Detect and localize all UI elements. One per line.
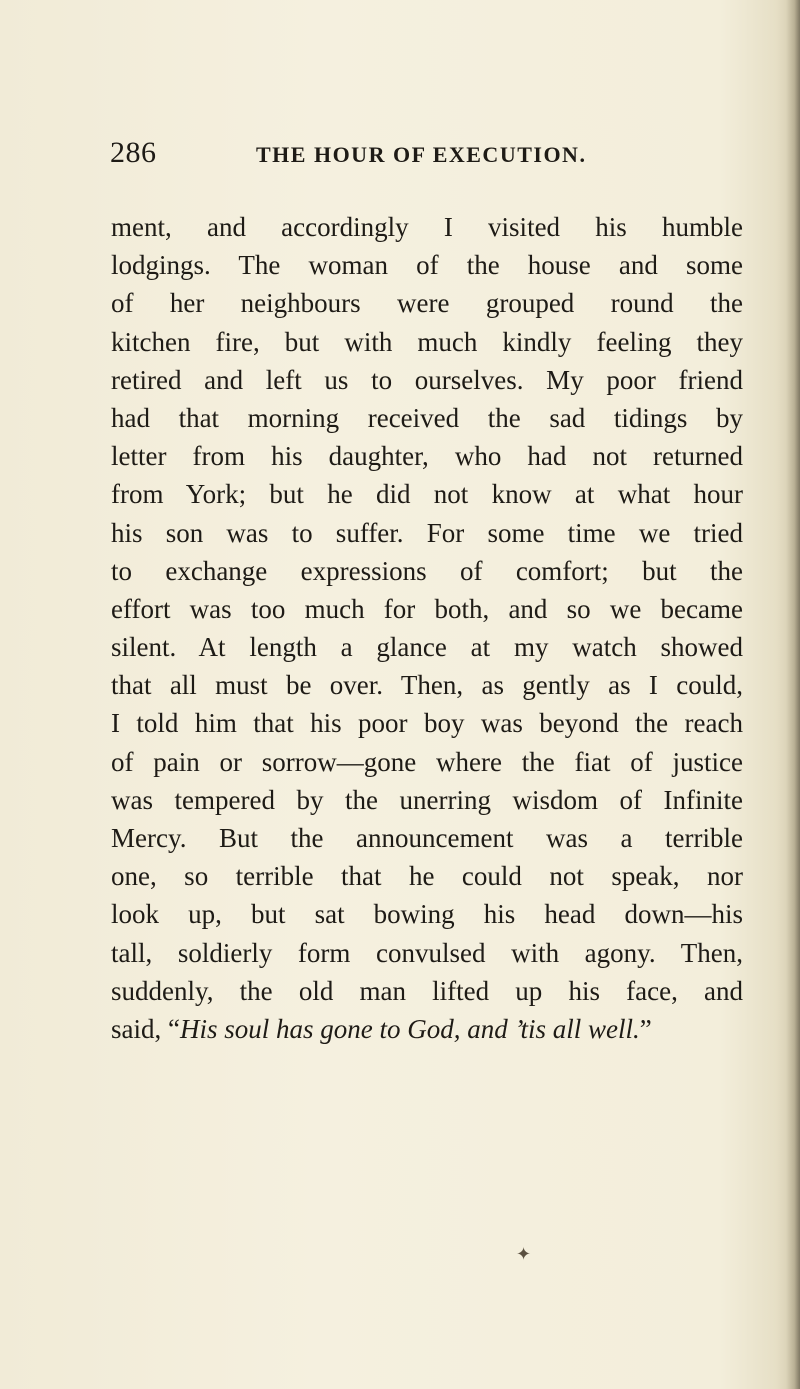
text-line: letter from his daughter, who had not returned bbox=[111, 441, 743, 472]
running-head bbox=[110, 136, 710, 184]
text-line: retired and left us to ourselves. My poor friend bbox=[111, 364, 743, 395]
text-line: effort was too much for both, and so we became bbox=[111, 593, 743, 624]
text-line: ment, and accordingly I visited his humble bbox=[111, 212, 743, 242]
italic-quotation: His soul has gone to God, and ’tis all well. bbox=[179, 1013, 640, 1044]
text-line: from York; but he did not know at what hour bbox=[111, 479, 743, 510]
text-line: of her neighbours were grouped round the bbox=[111, 288, 743, 319]
text-line: that all must be over. Then, as gently as I could, bbox=[111, 670, 743, 701]
final-line-prefix: said, “ bbox=[111, 1013, 180, 1044]
text-line: suddenly, the old man lifted up his face, and bbox=[111, 975, 743, 1006]
text-line: look up, but sat bowing his head down—his bbox=[111, 899, 743, 930]
text-line: had that morning received the sad tidings by bbox=[111, 402, 743, 433]
text-line: lodgings. The woman of the house and some bbox=[111, 250, 743, 281]
text-line: I told him that his poor boy was beyond the reach bbox=[111, 708, 743, 739]
text-line: of pain or sorrow—gone where the fiat of justice bbox=[111, 746, 743, 777]
chapter-title: THE HOUR OF EXECUTION. bbox=[256, 142, 587, 167]
ink-speck: ✦ bbox=[516, 1244, 532, 1265]
text-line: to exchange expressions of comfort; but the bbox=[111, 555, 743, 586]
text-line: tall, soldierly form convulsed with agony. Then, bbox=[111, 937, 743, 968]
page-edge-shadow bbox=[786, 0, 800, 1389]
body-paragraph bbox=[111, 208, 743, 1048]
text-line: Mercy. But the announcement was a terrible bbox=[111, 823, 743, 853]
text-line: was tempered by the unerring wisdom of Infinite bbox=[111, 784, 743, 815]
final-line-suffix: ” bbox=[639, 1013, 652, 1044]
final-text-line bbox=[111, 1010, 743, 1048]
text-line: kitchen fire, but with much kindly feeling they bbox=[111, 326, 743, 357]
text-line: silent. At length a glance at my watch showed bbox=[111, 632, 743, 663]
text-line: his son was to suffer. For some time we tried bbox=[111, 517, 743, 548]
text-line: one, so terrible that he could not speak, nor bbox=[111, 861, 743, 892]
page-number: 286 bbox=[110, 136, 157, 169]
